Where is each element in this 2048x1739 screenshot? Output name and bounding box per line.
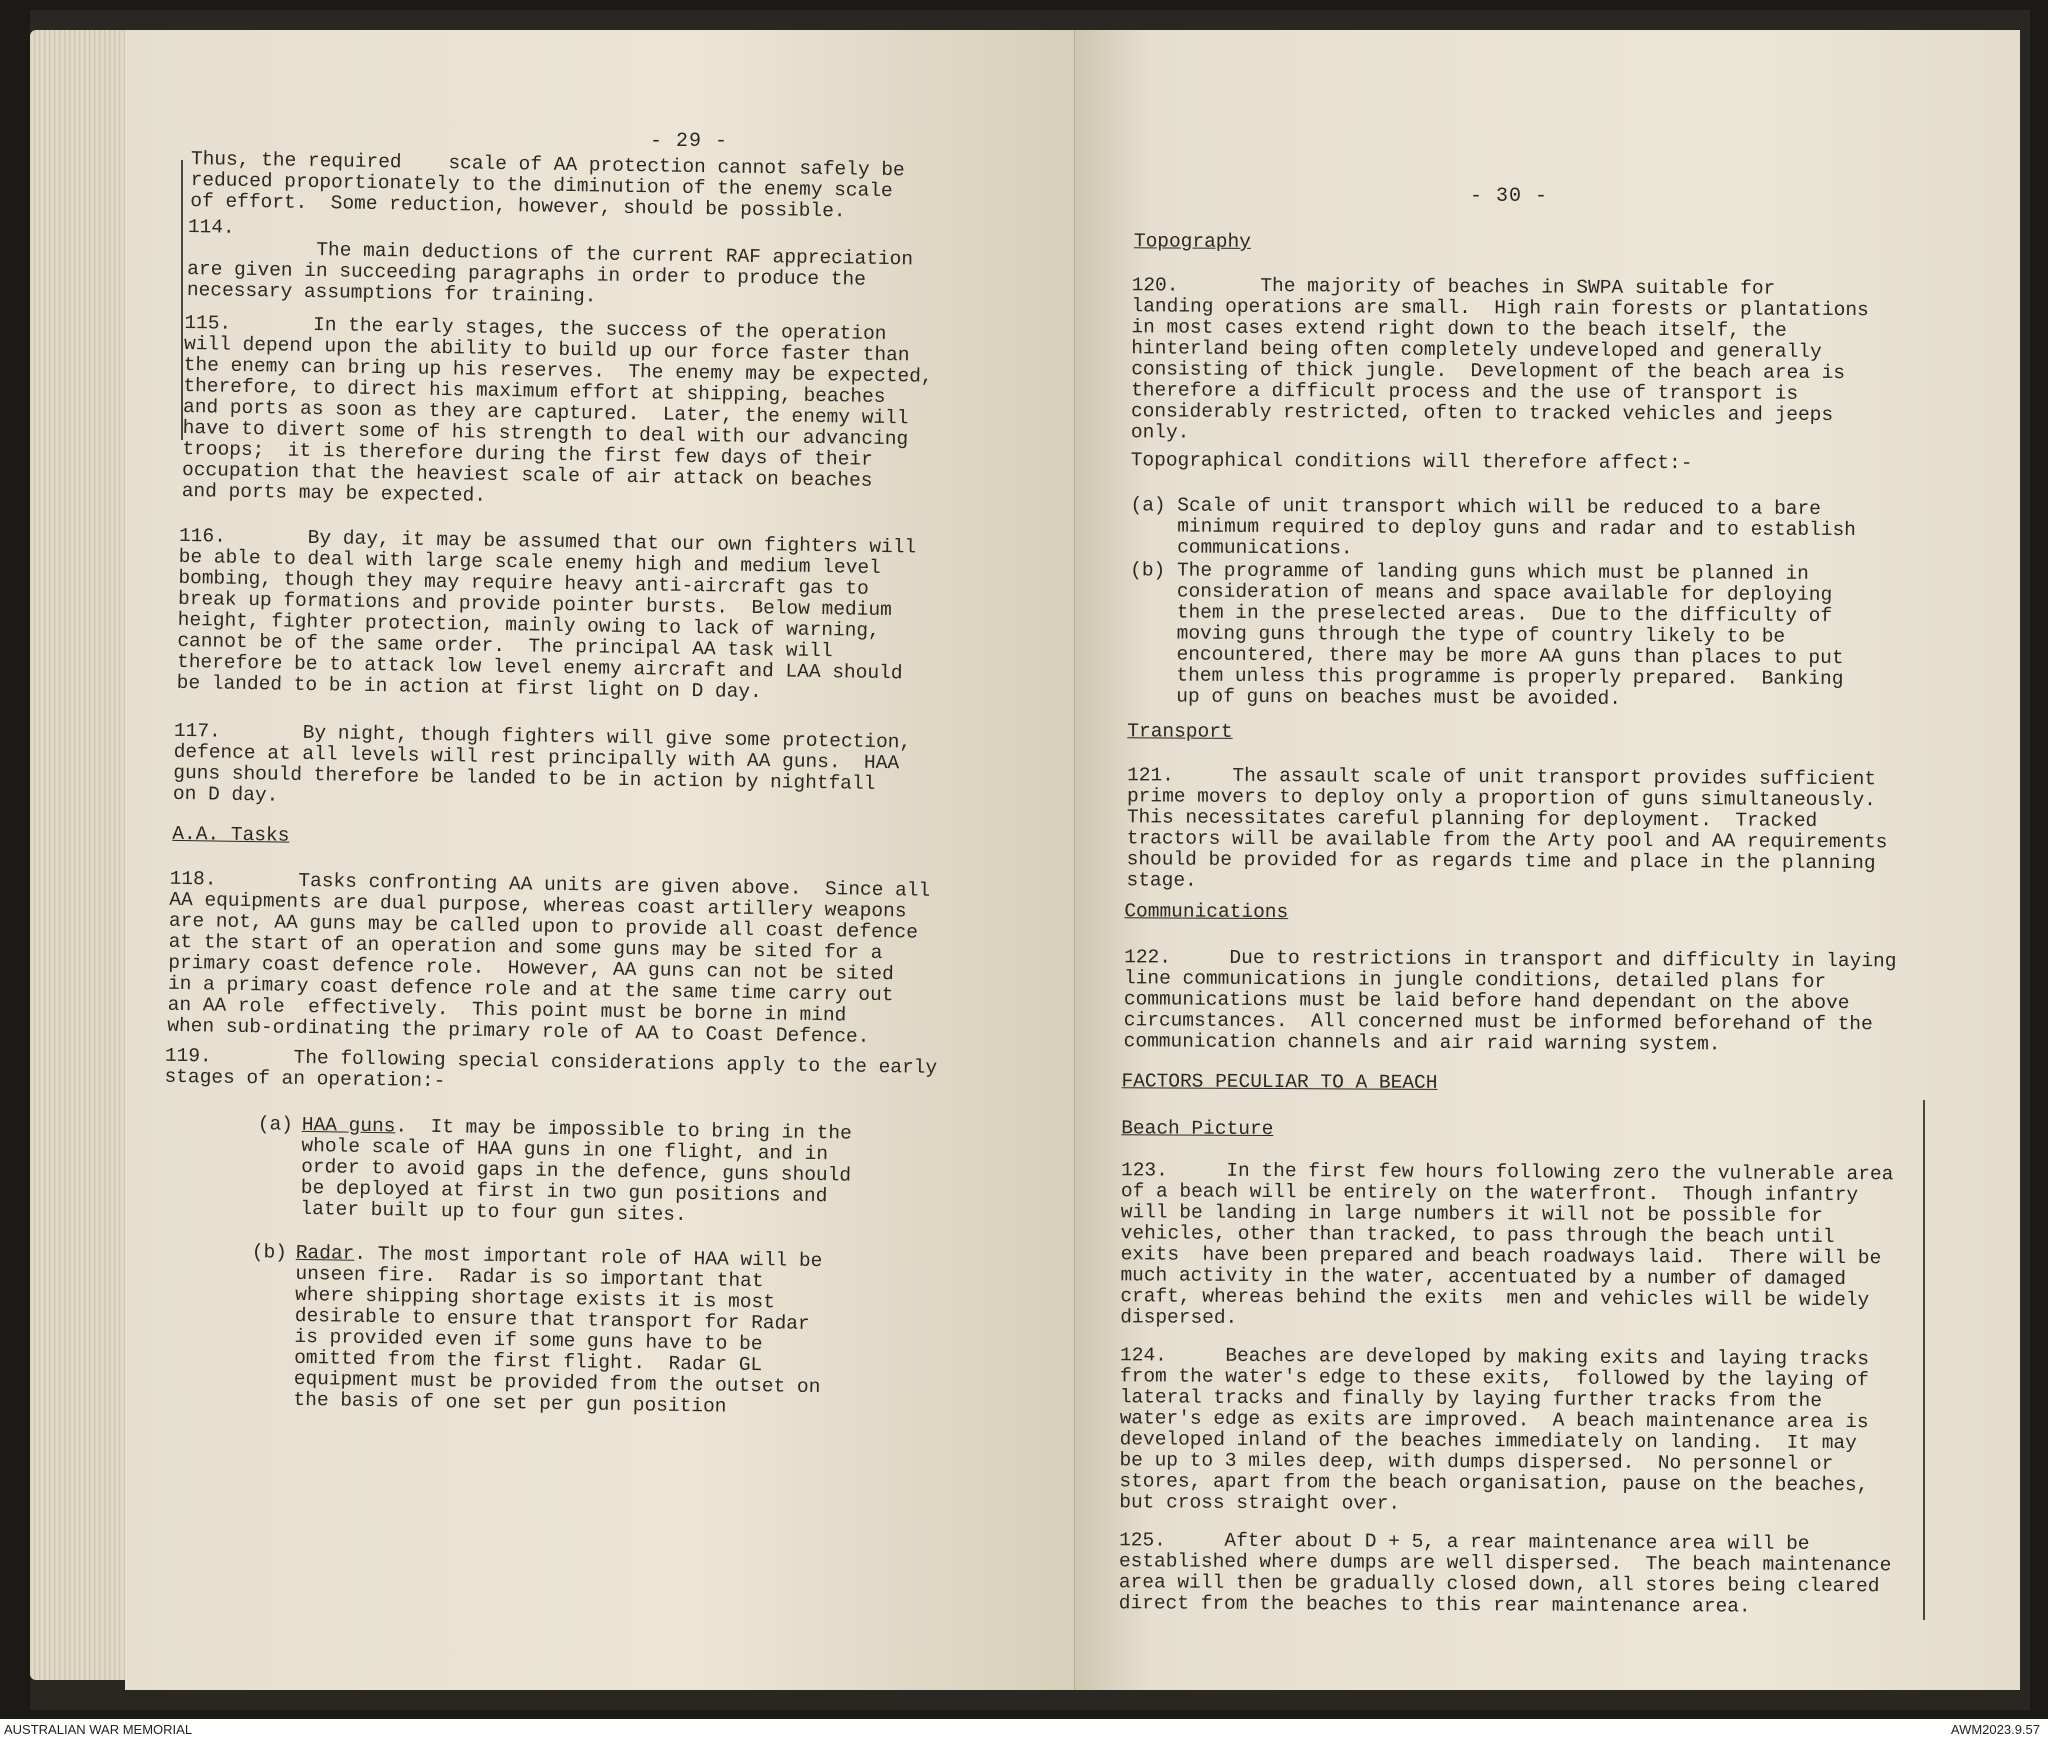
paragraph-116: 116. By day, it may be assumed that our own fighters will be able to deal with large scale enemy high and medium level bombing, though they may require heavy anti-aircraft gas to break up formations and provide pointer bursts. Below medium height, fighter protection, mainly owing to lack of warning, cannot be of the same order. The principal AA task will therefore be to attack low level enemy aircraft and LAA should be landed to be in action at first light on D day. bbox=[176, 524, 917, 704]
list-text-119b bbox=[293, 1243, 936, 1421]
paragraph-117: 117. By night, though fighters will give some protection, defence at all levels will rest principally with AA guns. HAA guns should therefore be landed to be in action by nightfall on D day. bbox=[172, 719, 912, 807]
paragraph-118: 118. Tasks confronting AA units are given above. Since all AA equipments are dual purpose, whereas coast artillery weapons are not, AA guns may be called upon to provide all coast defence at the start of an operation and some guns may be sited for a primary coast defence role. However, AA guns can not be sited in a primary coast defence role and at the same time carry out an AA role effectively. This point must be borne in mind when sub-ordinating the primary role of AA to Coast Defence. bbox=[167, 867, 931, 1048]
list-item-119b bbox=[251, 1241, 952, 1418]
page-edges bbox=[30, 30, 130, 1680]
heading-beach-picture: Beach Picture bbox=[1121, 1117, 1274, 1141]
paragraph-122: 122. Due to restrictions in transport and difficulty in laying line communications in jungle conditions, detailed plans for communications must be laid before hand dependant on the above circumstances. All concerned must be informed beforehand of the communication channels and air raid warning system. bbox=[1123, 946, 1897, 1056]
footer bbox=[0, 1719, 2048, 1739]
paragraph-intro: Thus, the required scale of AA protection cannot safely be reduced proportionately to the diminution of the enemy scale of effort. Some reduction, however, should be possible. bbox=[190, 148, 905, 223]
paragraph-119: 119. The following special considerations apply to the early stages of an operation:- bbox=[164, 1044, 938, 1093]
heading-aa-tasks: A.A. Tasks bbox=[172, 822, 290, 847]
footer-accession-number: AWM2023.9.57 bbox=[1950, 1722, 2040, 1737]
heading-communications: Communications bbox=[1124, 900, 1289, 924]
heading-topography: Topography bbox=[1133, 230, 1251, 253]
topo-item-b: (b) The programme of landing guns which must be planned in consideration of means and space available for deploying them in the preselected areas. Due to the difficulty of moving guns through the type of country likely to be encountered, there may be more AA guns than places to put them unless this programme is properly prepared. Banking up of guns on beaches must be avoided. bbox=[1129, 559, 1844, 710]
topo-affect-intro: Topographical conditions will therefore affect:- bbox=[1130, 449, 1693, 475]
paragraph-124: 124. Beaches are developed by making exits and laying tracks from the water's edge to these exits, followed by the laying of lateral tracks and finally by laying further tracks from the water's edge as exits are improved. A beach maintenance area is developed inland of the beaches immediately on landing. It may be up to 3 miles deep, with dumps dispersed. No personnel or stores, apart from the beach organisation, pause on the beaches, but cross straight over. bbox=[1119, 1344, 1870, 1515]
heading-transport: Transport bbox=[1127, 720, 1233, 743]
paragraph-114: 114. The main deductions of the current RAF appreciation are given in succeeding paragraphs in order to produce the necessary assumptions for training. bbox=[186, 216, 914, 308]
margin-rule bbox=[1923, 1100, 1925, 1620]
list-body-119a: . It may be impossible to bring in the whole scale of HAA guns in one flight, and in order to avoid gaps in the defence, guns should be deployed at first in two gun positions and later built up to four gun sites. bbox=[300, 1115, 852, 1226]
list-label: (a) bbox=[257, 1113, 294, 1136]
topo-item-a: (a) Scale of unit transport which will be reduced to a bare minimum required to deploy guns and radar and to establish communications. bbox=[1130, 494, 1856, 560]
heading-factors: FACTORS PECULIAR TO A BEACH bbox=[1121, 1070, 1438, 1094]
paragraph-121: 121. The assault scale of unit transport provides sufficient prime movers to deploy only a proportion of guns simultaneously. This necessitates careful planning for deployment. Tracked tractors will be available from the Arty pool and AA requirements should be provided for as regards time and place in the planning stage. bbox=[1126, 764, 1888, 892]
list-item-119a bbox=[257, 1113, 958, 1226]
paragraph-115: 115. In the early stages, the success of the operation will depend upon the ability to build up our force faster than the enemy can bring up his reserves. The enemy may be expected, therefore, to direct his maximum effort at shipping, beaches and ports as soon as they are captured. Later, the enemy will have to divert some of his strength to deal with our advancing troops; it is therefore during the first few days of their occupation that the heaviest scale of air attack on beaches and ports may be expected. bbox=[181, 311, 933, 507]
paragraph-125: 125. After about D + 5, a rear maintenance area will be established where dumps are well dispersed. The beach maintenance area will then be gradually closed down, all stores being cleared direct from the beaches to this rear maintenance area. bbox=[1118, 1529, 1892, 1618]
list-text-119a bbox=[300, 1115, 942, 1230]
list-body-119b: . The most important role of HAA will be unseen fire. Radar is so important that where shipping shortage exists it is most desirable to ensure that transport for Radar is provided even if some guns have to be omitted from the first flight. Radar GL equipment must be provided from the outset on the basis of one set per gun position bbox=[293, 1242, 823, 1418]
paragraph-120: 120. The majority of beaches in SWPA suitable for landing operations are small. High rain forests or plantations in most cases extend right down to the beach itself, the hinterland being often completely undeveloped and generally consisting of thick jungle. Development of the beach area is therefore a difficult process and the use of transport is considerably restricted, often to tracked vehicles and jeeps only. bbox=[1130, 274, 1869, 444]
left-page bbox=[125, 30, 1075, 1690]
paragraph-123: 123. In the first few hours following zero the vulnerable area of a beach will be entirely on the waterfront. Though infantry will be landing in large numbers it will not be possible for vehicles, other than tracked, to pass through the beach until exits have been prepared and beach roadways laid. There will be much activity in the water, accentuated by a number of damaged craft, whereas behind the exits men and vehicles will be widely dispersed. bbox=[1120, 1159, 1894, 1329]
term-radar: Radar bbox=[295, 1241, 355, 1265]
page-number: - 30 - bbox=[1470, 185, 1549, 208]
open-book bbox=[30, 10, 2030, 1710]
term-haa-guns: HAA guns bbox=[301, 1113, 396, 1138]
list-label: (b) bbox=[251, 1241, 288, 1264]
footer-institution: AUSTRALIAN WAR MEMORIAL bbox=[4, 1722, 193, 1737]
right-page bbox=[1075, 30, 2020, 1690]
page-number: - 29 - bbox=[650, 130, 729, 153]
